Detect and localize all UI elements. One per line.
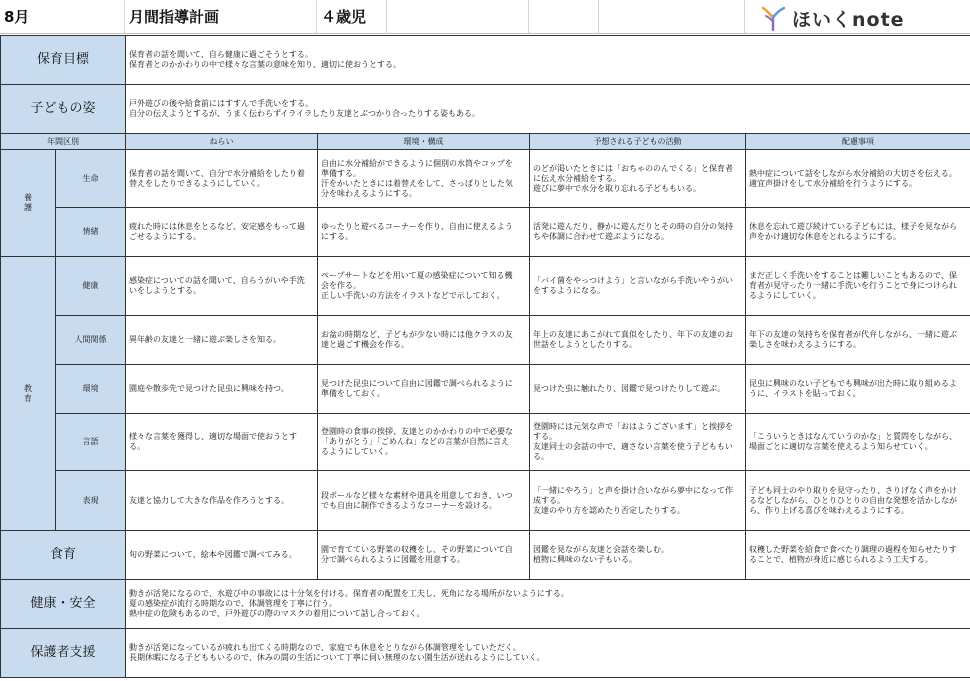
text-line: 昆虫に興味のない子どもでも興味が出た時に取り組めるよ [749,379,958,388]
text-line: 登園時の食事の挨拶、友達とのかかわりの中で必要な [321,427,514,436]
kankyo-label: 環境 [56,365,126,414]
text-line: 準備する。 [321,168,362,178]
kankyo-nerai [126,365,318,414]
gengo-kankyo [318,414,530,471]
text-line: るようにしていく。 [749,291,821,300]
text-line: 見つけた昆虫について自由に図鑑で調べられるように [321,379,513,388]
text-line: 準備をしておく。 [321,389,385,398]
text-line: 正しい手洗いの方法をイラストなどで示しておく。 [321,291,505,300]
text-line: 疲れた時には休息をとるなど、安定感をもって過 [129,222,306,231]
jocho-kankyo [318,208,530,257]
goal-row [1,36,970,85]
text-line: る。 [129,442,146,451]
text-line: 友達と協力して大きな作品を作ろうとする。 [129,495,290,505]
gengo-yosou [530,414,746,471]
row-gengo [1,414,970,471]
row-kenko [1,257,970,316]
text-line: るようにしていく。 [321,447,393,456]
group-kyoiku: 教育 [1,257,56,531]
ningen-nerai [126,316,318,365]
text-line: 保育者とのかかわりの中で様々な言葉の意味を知り、適切に使おうとする。 [129,60,402,69]
seimei-nerai [126,150,318,208]
text-line: 登園時には元気な声で「おはようございます」と挨拶を [533,422,734,431]
text-line: うに、イラストを貼っておく。 [749,389,861,398]
text-line: お盆の時期など、子どもが少ない時には他クラスの友 [321,330,513,339]
child-state-label: 子どもの姿 [1,85,126,134]
text-line: 達と過ごす機会を作る。 [321,340,410,349]
col-kubun: 年間区別 [1,134,126,150]
row-jocho [1,208,970,257]
text-line: をするようになる。 [533,286,606,295]
text-line: 様々な言葉を獲得し、適切な場面で使おうとす [129,432,298,441]
seimei-yosou [530,150,746,208]
health-safety-row [1,580,970,629]
row-seimei [1,150,970,208]
text-line: ることで、植物が身近に感じられるよう工夫する。 [749,555,933,564]
hyogen-label: 表現 [56,471,126,531]
text-line: 替えをしたりできるようにしていく。 [129,178,265,188]
shokuiku-kankyo [318,531,530,580]
text-line: 長期休暇になる子どももいるので、休みの間の生活について丁寧に伺い無理のない園生活が送れるようにしていく。 [129,653,545,662]
text-line: 世話をしようとしたりする。 [533,340,638,349]
jocho-nerai [126,208,318,257]
text-line: 分で調べられるように図鑑を用意する。 [321,555,466,564]
hyogen-kankyo [318,471,530,531]
ningen-yosou [530,316,746,365]
text-line: 友達同士の会話の中で、適さない言葉を使う子どももい [533,442,733,451]
text-line: 園で育てている野菜の収穫をし、その野菜について自 [321,545,513,554]
text-line: でも自由に制作できるようなコーナーを設ける。 [321,500,498,510]
row-hyogen [1,471,970,531]
hyogen-yosou [530,471,746,531]
text-line: のどが渇いたときには「おちゃののんでくる」と保育者 [533,163,734,173]
text-line: 植物に興味のない子もいる。 [533,555,638,564]
column-header-row [1,134,970,150]
text-line: 「こういうときはなんていうのかな」と質問をしながら、 [749,432,958,441]
guardian-support-label: 保護者支援 [1,629,126,678]
text-line: 育者が見守ったり一緒に手洗いを行うことで身につけられ [749,281,957,290]
text-line: 異年齢の友達と一緒に遊ぶ楽しさを知る。 [129,335,282,344]
text-line: 夏の感染症が流行る時期なので、体調管理を丁寧に行う。 [129,599,337,608]
text-line: 熱中症について話をしながら水分補給の大切さを伝える。 [749,168,957,178]
kenko-kankyo [318,257,530,316]
jocho-yosou [530,208,746,257]
kenko-nerai [126,257,318,316]
text-line: ちや体調に合わせて遊ぶようになる。 [533,232,670,241]
text-line: 感染症についての話を聞いて、自らうがいや手洗 [129,276,305,285]
text-line: 年下の友達の気持ちを保育者が代弁しながら、一緒に遊ぶ [749,330,958,339]
health-safety-label: 健康・安全 [1,580,126,629]
text-line: 成する。 [533,495,566,505]
gengo-hairyo [746,414,970,471]
plan-table [0,35,970,678]
col-hairyo: 配慮事項 [746,134,970,150]
text-line: 熱中症の危険もあるので、戸外遊びの際のマスクの着用について話し合っておく。 [129,609,425,618]
text-line: 動きが活発になっているが疲れも出てくる時期なので、家庭でも休息をとりながら体調管理をしていただく。 [129,643,521,652]
text-line: 楽しさを味わえるようにする。 [749,340,862,349]
text-line: 見つけた虫に触れたり、図鑑で見つけたりして遊ぶ。 [533,384,726,393]
text-line: 適宜声掛けをして水分補給を行うようにする。 [749,178,918,188]
text-line: に伝え水分補給をする。 [533,173,622,183]
text-line: 「ありがとう」「ごめんね」などの言葉が自然に言え [321,437,510,446]
col-kankyo: 環境・構成 [318,134,530,150]
text-line: 段ボールなど様々な素材や道具を用意しておき、いつ [321,490,513,500]
kankyo-kankyo [318,365,530,414]
text-line: 友達のやり方を認めたり否定したりする。 [533,505,686,515]
text-line: 動きが活発になるので、水遊び中の事故には十分気を付ける。保育者の配置を工夫し、死角になる場所がないようにする。 [129,589,569,598]
doc-title: 月間指導計画 [125,0,317,34]
text-line: 声をかけ適切な休息をとれるようにする。 [749,232,902,241]
goal-label: 保育目標 [1,36,126,85]
jocho-label: 情緒 [56,208,126,257]
text-line: ゆったりと遊べるコーナーを作り、自由に使えるよう [321,222,513,231]
jocho-hairyo [746,208,970,257]
text-line: 「一緒にやろう」と声を掛け合いながら夢中になって作 [533,485,734,495]
text-line: 遊びに夢中で水分を取り忘れる子どももいる。 [533,183,702,193]
text-line: 子ども同士のやり取りを見守ったり、さりげなく声をかけ [749,485,958,495]
goal-content [126,36,970,85]
seimei-kankyo [318,150,530,208]
text-line: 自由に水分補給ができるように個別の水筒やコップを [321,158,513,168]
child-state-content [126,85,970,134]
text-line: 図鑑を見ながら友達と会話を楽しむ。 [533,545,670,554]
text-line: る。 [533,452,550,461]
hyogen-nerai [126,471,318,531]
kenko-yosou [530,257,746,316]
text-line: 園庭や散歩先で見つけた昆虫に興味を持つ。 [129,384,289,393]
gengo-nerai [126,414,318,471]
age-cell: ４歳児 [317,0,387,34]
shokuiku-nerai [126,531,318,580]
text-line: 汗をかいたときには着替えをして、さっぱりとした気 [321,178,513,188]
text-line: 分を味わえるようにする。 [321,188,418,198]
health-safety-content [126,580,970,629]
text-line: 保育者の話を聞いて、自分で水分補給をしたり着 [129,168,305,178]
text-line: 休息を忘れて遊び続けている子どもには、様子を見ながら [749,222,958,231]
text-line: 「バイ菌をやっつけよう」と言いながら手洗いやうがい [533,276,734,285]
header-blank-3 [599,0,745,34]
text-line: にする。 [321,232,354,241]
text-line: 保育者の話を聞いて、自ら健康に過ごそうとする。 [129,50,313,59]
text-line: する。 [533,432,558,441]
brand-name: ほいくnote [792,8,905,31]
hyogen-hairyo [746,471,970,531]
kankyo-yosou [530,365,746,414]
row-shokuiku [1,531,970,580]
ningen-label: 人間関係 [56,316,126,365]
ningen-hairyo [746,316,970,365]
text-line: るなどしながら、ひとりひとりの自由な発想を活かしなが [749,495,958,505]
brand-logo [760,4,905,32]
shokuiku-yosou [530,531,746,580]
header-bar [0,0,970,35]
kenko-label: 健康 [56,257,126,316]
gengo-label: 言語 [56,414,126,471]
month-cell: 8月 [0,0,125,34]
group-yogo: 養護 [1,150,56,257]
seimei-label: 生命 [56,150,126,208]
text-line: 会を作る。 [321,281,362,290]
text-line: いをしようとする。 [129,286,202,295]
col-yosou: 予想される子どもの活動 [530,134,746,150]
text-line: ごせるようにする。 [129,232,202,241]
header-blank-1 [387,0,529,34]
text-line: 年上の友達にあこがれて真似をしたり、年下の友達のお [533,330,734,339]
text-line: 収穫した野菜を給食で食べたり調理の過程を知らせたりす [749,545,957,554]
kankyo-hairyo [746,365,970,414]
text-line: 自分の伝えようとするが、うまく伝わらずイライラしたり友達とぶつかり合ったりする姿もある。 [129,109,481,118]
shokuiku-hairyo [746,531,970,580]
text-line: ペープサートなどを用いて夏の感染症について知る機 [321,271,513,280]
guardian-support-content [126,629,970,678]
child-state-row [1,85,970,134]
ningen-kankyo [318,316,530,365]
shokuiku-label: 食育 [1,531,126,580]
sprout-icon [760,5,786,31]
text-line: 場面ごとに適切な言葉を使えるよう知らせていく。 [749,442,933,451]
col-nerai: ねらい [126,134,318,150]
kenko-hairyo [746,257,970,316]
header-blank-2 [529,0,599,34]
row-kankyo [1,365,970,414]
text-line: 戸外遊びの後や給食前にはすすんで手洗いをする。 [129,99,314,108]
text-line: 活発に遊んだり、静かに遊んだりとその時の自分の気持 [533,222,734,231]
text-line: ら、作り上げる喜びを味わえるようにする。 [749,505,910,515]
seimei-hairyo [746,150,970,208]
text-line: 旬の野菜について、絵本や図鑑で調べてみる。 [129,550,297,559]
row-ningen [1,316,970,365]
text-line: まだ正しく手洗いをすることは難しいこともあるので、保 [749,271,957,280]
guardian-support-row [1,629,970,678]
